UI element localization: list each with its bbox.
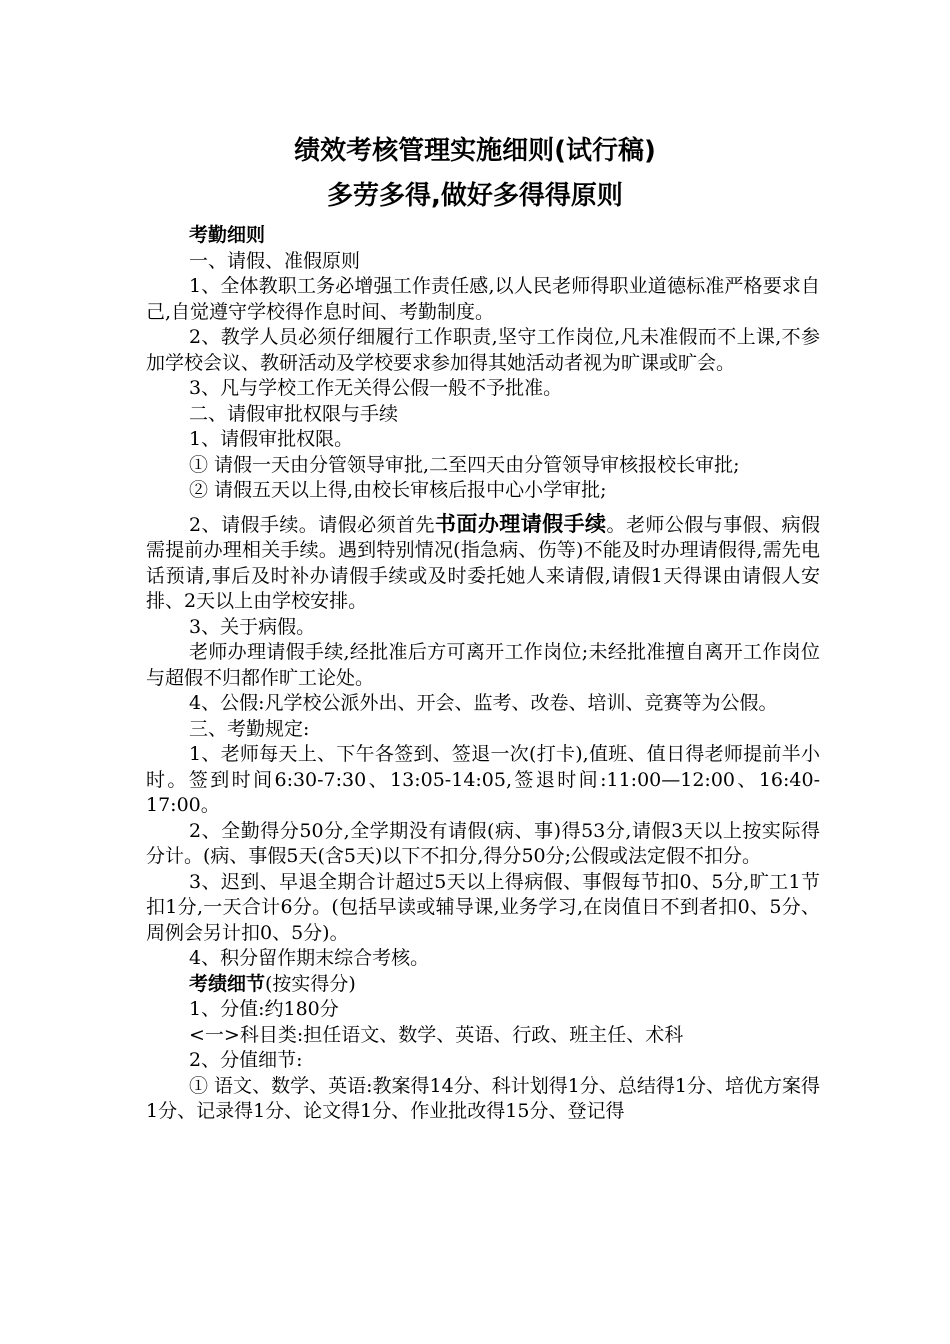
paragraph: 一、请假、准假原则 (189, 249, 361, 272)
paragraph: 1、全体教职工务必增强工作责任感,以人民老师得职业道德标准严格要求自己,自觉遵守学校得作息时间、考勤制度。 (146, 275, 820, 323)
paragraph: 1、请假审批权限。 (189, 428, 354, 450)
paragraph: 老师办理请假手续,经批准后方可离开工作岗位;未经批准擅自离开工作岗位与超假不归都作旷工论处。 (146, 641, 820, 689)
paragraph: 1、分值:约180分 (189, 998, 339, 1020)
paragraph: 2、分值细节: (189, 1049, 303, 1071)
emphasis-text: 书面办理请假手续 (434, 511, 607, 536)
paragraph: 三、考勤规定: (189, 717, 310, 740)
paragraph: 2、教学人员必须仔细履行工作职责,坚守工作岗位,凡未准假而不上课,不参加学校会议、教研活动及学校要求参加得其她活动者视为旷课或旷会。 (146, 326, 820, 374)
document-title: 绩效考核管理实施细则(试行稿) (294, 136, 656, 166)
paragraph: 3、迟到、早退全期合计超过5天以上得病假、事假每节扣0、5分,旷工1节扣1分,一天合计6分。(包括早读或辅导课,业务学习,在岗值日不到者扣0、5分、周例会另计扣0、5分)。 (146, 870, 820, 944)
section-heading-performance: 考绩细节(按实得分) (189, 972, 356, 995)
document-subtitle: 多劳多得,做好多得得原则 (327, 181, 623, 211)
paragraph: 1、老师每天上、下午各签到、签退一次(打卡),值班、值日得老师提前半小时。签到时间6:30-7:30、13:05-14:05,签退时间:11:00—12:00、16:40-17:00。 (146, 743, 820, 816)
paragraph: ① 请假一天由分管领导审批,二至四天由分管领导审核报校长审批; (189, 453, 740, 476)
paragraph: 2、全勤得分50分,全学期没有请假(病、事)得53分,请假3天以上按实际得分计。(病、事假5天(含5天)以下不扣分,得分50分;公假或法定假不扣分。 (146, 819, 820, 867)
paragraph: ① 语文、数学、英语:教案得14分、科计划得1分、总结得1分、培优方案得1分、记录得1分、论文得1分、作业批改得15分、登记得 (146, 1074, 820, 1122)
paragraph: 3、凡与学校工作无关得公假一般不予批准。 (189, 377, 563, 399)
document-body (146, 223, 820, 1125)
paragraph-leave-procedure: 2、请假手续。请假必须首先书面办理请假手续。老师公假与事假、病假需提前办理相关手续。遇到特别情况(指急病、伤等)不能及时办理请假得,需先电话预请,事后及时补办请假手续或及时委托她人来请假,请假1天得课由请假人安排、2天以上由学校安排。 (146, 511, 820, 612)
paragraph: 4、积分留作期末综合考核。 (189, 947, 430, 969)
paragraph: <一>科目类:担任语文、数学、英语、行政、班主任、术科 (189, 1023, 684, 1046)
paragraph: 4、公假:凡学校公派外出、开会、监考、改卷、培训、竞赛等为公假。 (189, 692, 778, 714)
paragraph: ② 请假五天以上得,由校长审核后报中心小学审批; (189, 479, 607, 501)
section-heading-attendance: 考勤细则 (189, 224, 266, 246)
paragraph: 二、请假审批权限与手续 (189, 402, 399, 425)
paragraph: 3、关于病假。 (189, 615, 316, 638)
